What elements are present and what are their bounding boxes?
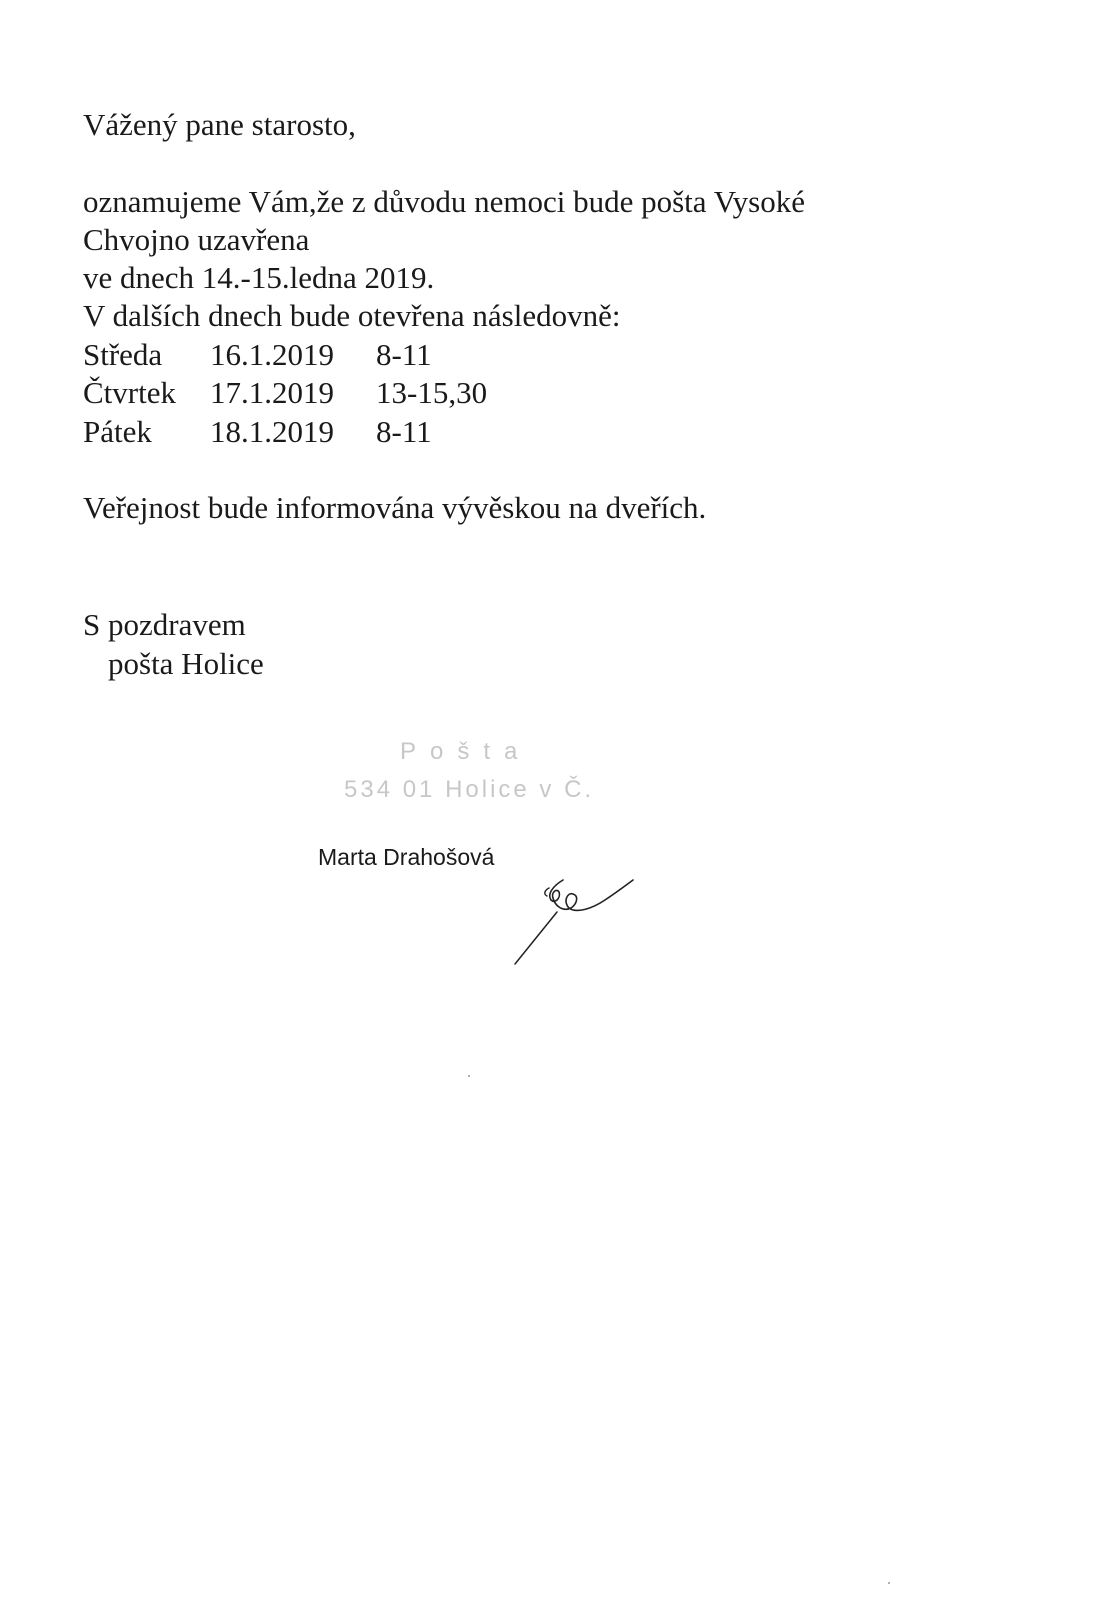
letter-body-line: Chvojno uzavřena: [83, 222, 310, 257]
letter-body-line: ve dnech 14.-15.ledna 2019.: [83, 260, 435, 295]
stamp-line-2: 534 01 Holice v Č.: [344, 776, 595, 803]
scan-speck: [468, 1075, 470, 1077]
letter-notice: Veřejnost bude informována vývěskou na dveřích.: [83, 490, 707, 525]
schedule-day: Pátek: [83, 414, 152, 449]
letter-body-line: V dalších dnech bude otevřena následovně:: [83, 298, 621, 333]
letter-greeting: Vážený pane starosto,: [83, 107, 356, 142]
schedule-date: 16.1.2019: [210, 337, 334, 372]
schedule-day: Středa: [83, 337, 163, 372]
letter-body-line: oznamujeme Vám,že z důvodu nemoci bude pošta Vysoké: [83, 184, 806, 219]
letter-closing: S pozdravem: [83, 607, 246, 642]
schedule-hours: 8-11: [376, 414, 432, 449]
letter-sender: pošta Holice: [108, 646, 264, 681]
schedule-day: Čtvrtek: [83, 375, 176, 410]
post-office-stamp: [340, 738, 600, 818]
signer-name: Marta Drahošová: [318, 844, 495, 870]
schedule-hours: 13-15,30: [376, 375, 488, 410]
schedule-date: 17.1.2019: [210, 375, 334, 410]
schedule-date: 18.1.2019: [210, 414, 334, 449]
handwritten-signature: [505, 868, 645, 978]
scan-speck: [888, 1582, 890, 1584]
schedule-hours: 8-11: [376, 337, 432, 372]
stamp-line-1: Pošta: [400, 738, 532, 765]
